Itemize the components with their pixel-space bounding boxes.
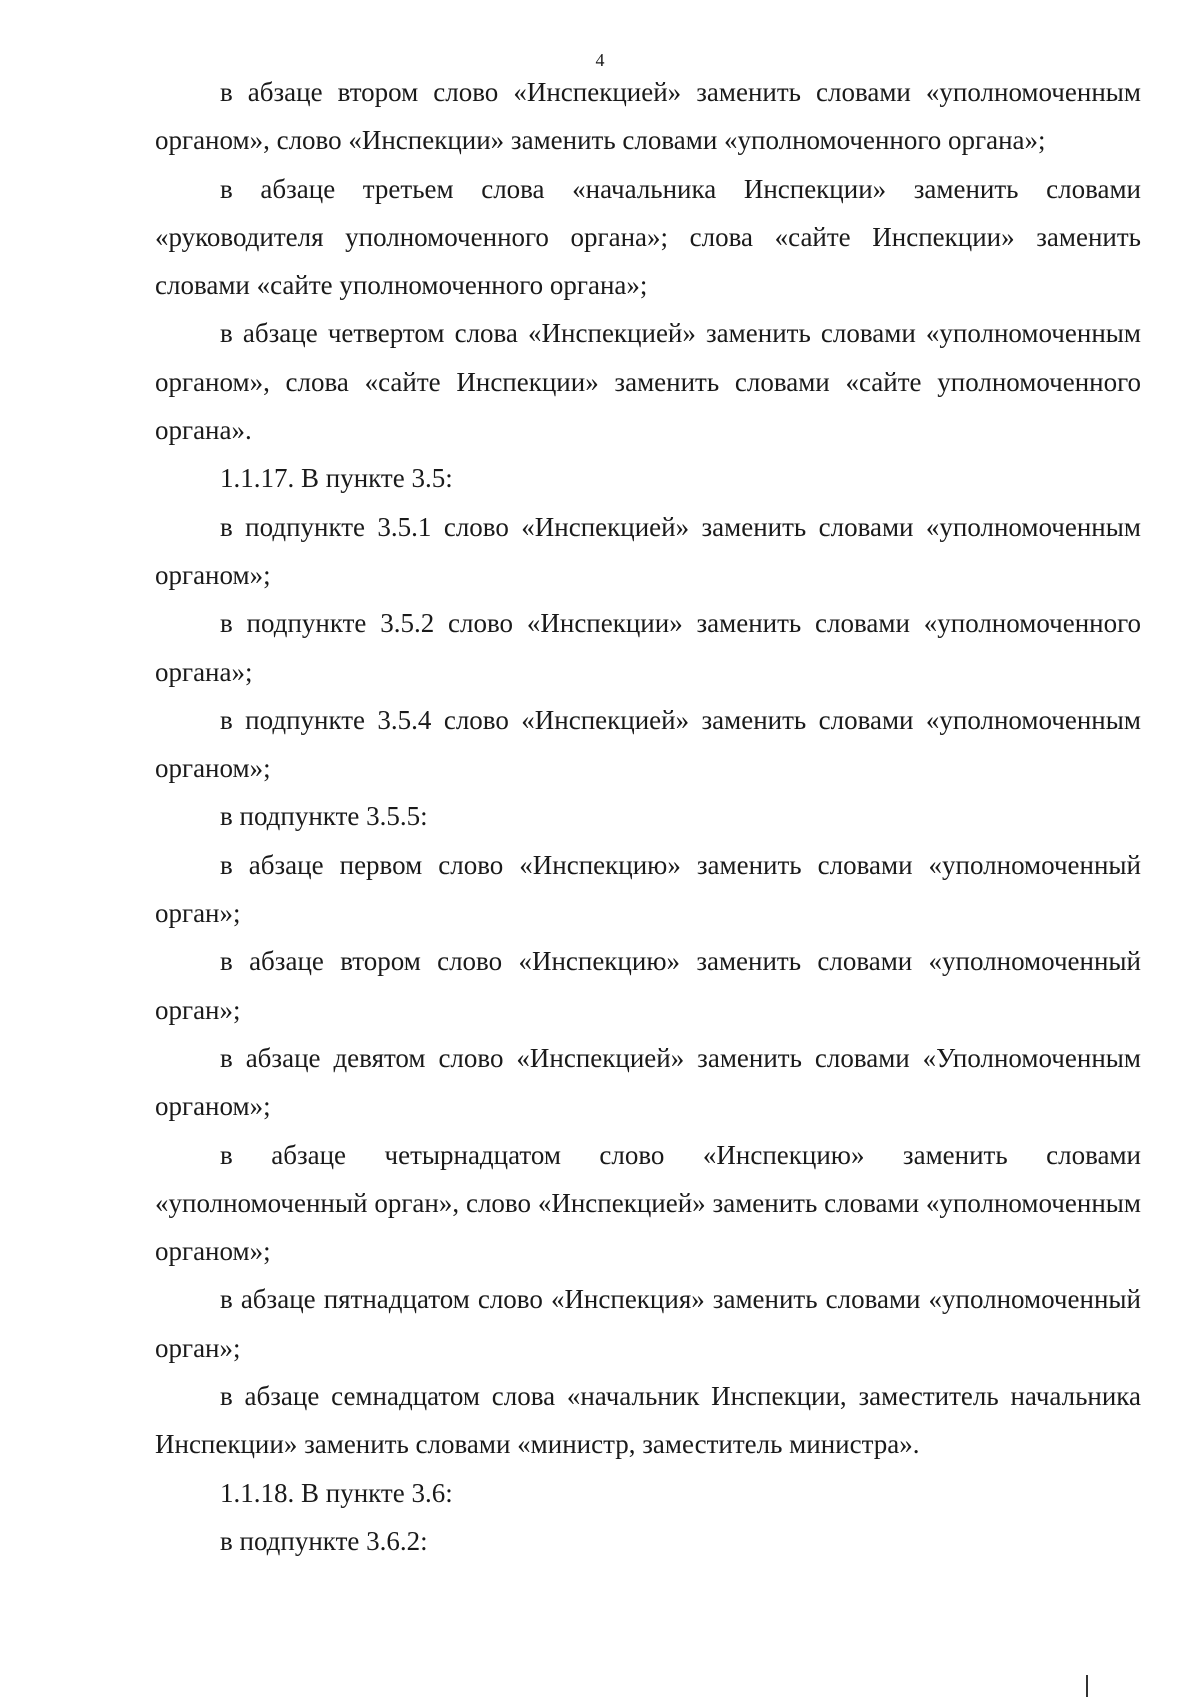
paragraph: в подпункте 3.5.1 слово «Инспекцией» заменить словами «уполномоченным органом»; xyxy=(155,511,1141,590)
paragraph: в абзаце втором слово «Инспекцией» заменить словами «уполномоченным органом», слово «Инспекции» заменить словами «уполномоченного органа»; xyxy=(155,77,1141,156)
paragraph: в абзаце четырнадцатом слово «Инспекцию» заменить словами «уполномоченный орган», слово «Инспекцией» заменить словами «уполномоченным органом»; xyxy=(155,1139,1141,1267)
paragraph: в подпункте 3.6.2: xyxy=(220,1525,428,1556)
paragraph: в абзаце втором слово «Инспекцию» заменить словами «уполномоченный орган»; xyxy=(155,946,1141,1025)
paragraph: в абзаце третьем слова «начальника Инспекции» заменить словами «руководителя уполномоченного органа»; слова «сайте Инспекции» заменить словами «сайте уполномоченного органа»; xyxy=(155,173,1141,301)
paragraph: в подпункте 3.5.5: xyxy=(220,801,428,832)
paragraph: в подпункте 3.5.2 слово «Инспекции» заменить словами «уполномоченного органа»; xyxy=(155,608,1141,687)
section-heading: 1.1.18. В пункте 3.6: xyxy=(220,1477,453,1508)
paragraph: в подпункте 3.5.4 слово «Инспекцией» заменить словами «уполномоченным органом»; xyxy=(155,704,1141,784)
document-body xyxy=(155,68,1141,1565)
scan-mark xyxy=(1086,1675,1088,1697)
paragraph: в абзаце пятнадцатом слово «Инспекция» заменить словами «уполномоченный орган»; xyxy=(155,1284,1141,1363)
paragraph: в абзаце первом слово «Инспекцию» заменить словами «уполномоченный орган»; xyxy=(155,849,1141,929)
paragraph: в абзаце семнадцатом слова «начальник Инспекции, заместитель начальника Инспекции» заменить словами «министр, заместитель министра». xyxy=(155,1381,1141,1460)
page-number: 4 xyxy=(595,50,605,70)
section-heading: 1.1.17. В пункте 3.5: xyxy=(220,463,453,494)
paragraph: в абзаце девятом слово «Инспекцией» заменить словами «Уполномоченным органом»; xyxy=(155,1042,1141,1122)
paragraph: в абзаце четвертом слова «Инспекцией» заменить словами «уполномоченным органом», слова «сайте Инспекции» заменить словами «сайте уполномоченного органа». xyxy=(155,318,1141,446)
